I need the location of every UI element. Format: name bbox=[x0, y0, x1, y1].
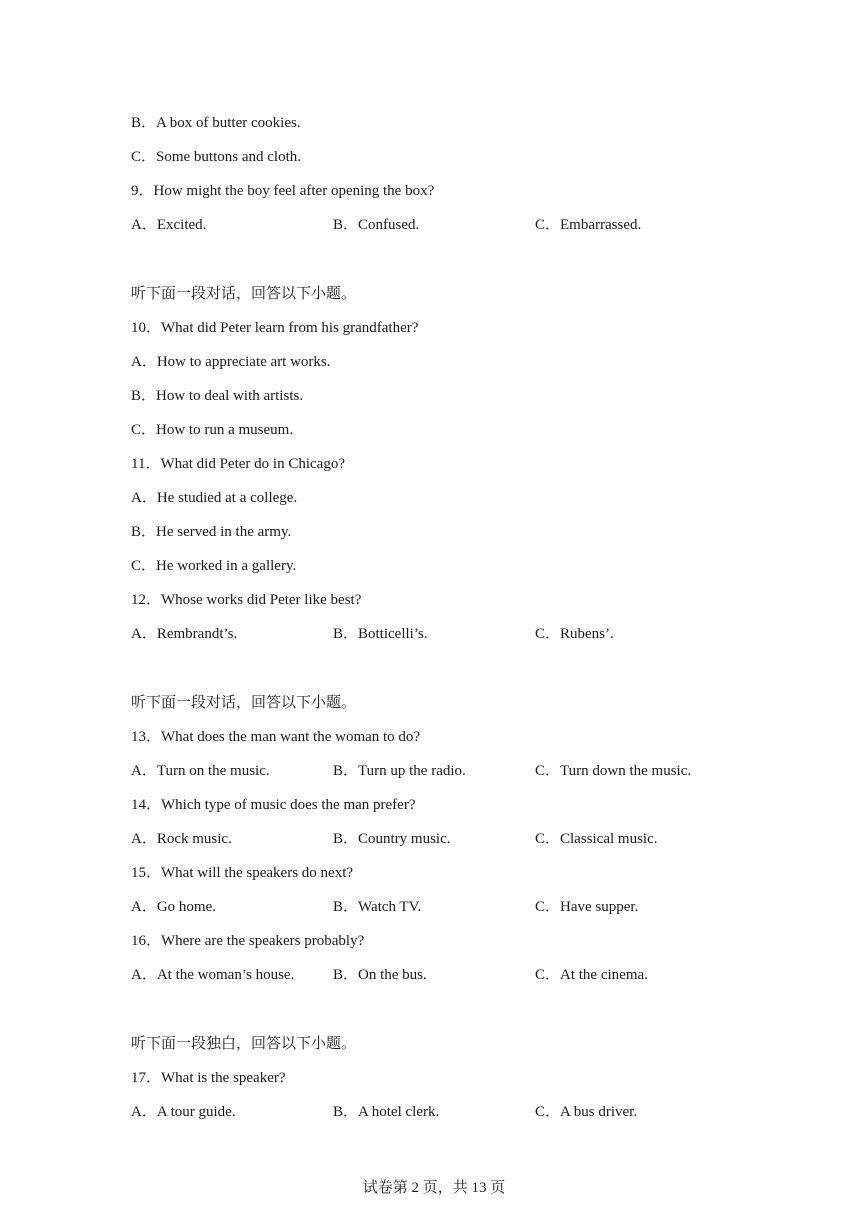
q11-option-c: C．He worked in a gallery. bbox=[131, 558, 297, 574]
q17-question: 17．What is the speaker? bbox=[131, 1070, 286, 1086]
q10-question: 10．What did Peter learn from his grandfather? bbox=[131, 320, 419, 336]
q16-option-a: A．At the woman’s house. bbox=[131, 967, 295, 983]
q13-option-b: B．Turn up the radio. bbox=[333, 763, 466, 779]
q11-option-a: A．He studied at a college. bbox=[131, 490, 298, 506]
q15-option-a: A．Go home. bbox=[131, 899, 216, 915]
q13-question: 13．What does the man want the woman to do? bbox=[131, 729, 421, 745]
section-instruction: 听下面一段对话，回答以下小题。 bbox=[131, 286, 357, 302]
q15-question: 15．What will the speakers do next? bbox=[131, 865, 354, 881]
section-instruction: 听下面一段独白，回答以下小题。 bbox=[131, 1036, 357, 1052]
q12-question: 12．Whose works did Peter like best? bbox=[131, 592, 362, 608]
q14-option-c: C．Classical music. bbox=[535, 831, 658, 847]
q13-option-a: A．Turn on the music. bbox=[131, 763, 270, 779]
q10-option-b: B．How to deal with artists. bbox=[131, 388, 304, 404]
q11-question: 11．What did Peter do in Chicago? bbox=[131, 456, 345, 472]
page-footer: 试卷第 2 页，共 13 页 bbox=[362, 1180, 506, 1196]
q10-option-a: A．How to appreciate art works. bbox=[131, 354, 331, 370]
section-instruction: 听下面一段对话，回答以下小题。 bbox=[131, 695, 357, 711]
q8-option-b: B．A box of butter cookies. bbox=[131, 115, 301, 131]
q8-option-c: C．Some buttons and cloth. bbox=[131, 149, 301, 165]
q9-option-c: C．Embarrassed. bbox=[535, 217, 642, 233]
q17-option-b: B．A hotel clerk. bbox=[333, 1104, 440, 1120]
q16-option-b: B．On the bus. bbox=[333, 967, 427, 983]
q14-option-b: B．Country music. bbox=[333, 831, 451, 847]
q15-option-b: B．Watch TV. bbox=[333, 899, 422, 915]
q9-option-a: A．Excited. bbox=[131, 217, 207, 233]
q17-option-c: C．A bus driver. bbox=[535, 1104, 638, 1120]
q16-question: 16．Where are the speakers probably? bbox=[131, 933, 365, 949]
q14-question: 14．Which type of music does the man prefer? bbox=[131, 797, 416, 813]
q13-option-c: C．Turn down the music. bbox=[535, 763, 692, 779]
q10-option-c: C．How to run a museum. bbox=[131, 422, 294, 438]
q15-option-c: C．Have supper. bbox=[535, 899, 639, 915]
q12-option-c: C．Rubens’. bbox=[535, 626, 614, 642]
q12-option-b: B．Botticelli’s. bbox=[333, 626, 428, 642]
q16-option-c: C．At the cinema. bbox=[535, 967, 648, 983]
q9-question: 9．How might the boy feel after opening the box? bbox=[131, 183, 435, 199]
q11-option-b: B．He served in the army. bbox=[131, 524, 292, 540]
q12-option-a: A．Rembrandt’s. bbox=[131, 626, 238, 642]
q14-option-a: A．Rock music. bbox=[131, 831, 232, 847]
q9-option-b: B．Confused. bbox=[333, 217, 420, 233]
q17-option-a: A．A tour guide. bbox=[131, 1104, 236, 1120]
